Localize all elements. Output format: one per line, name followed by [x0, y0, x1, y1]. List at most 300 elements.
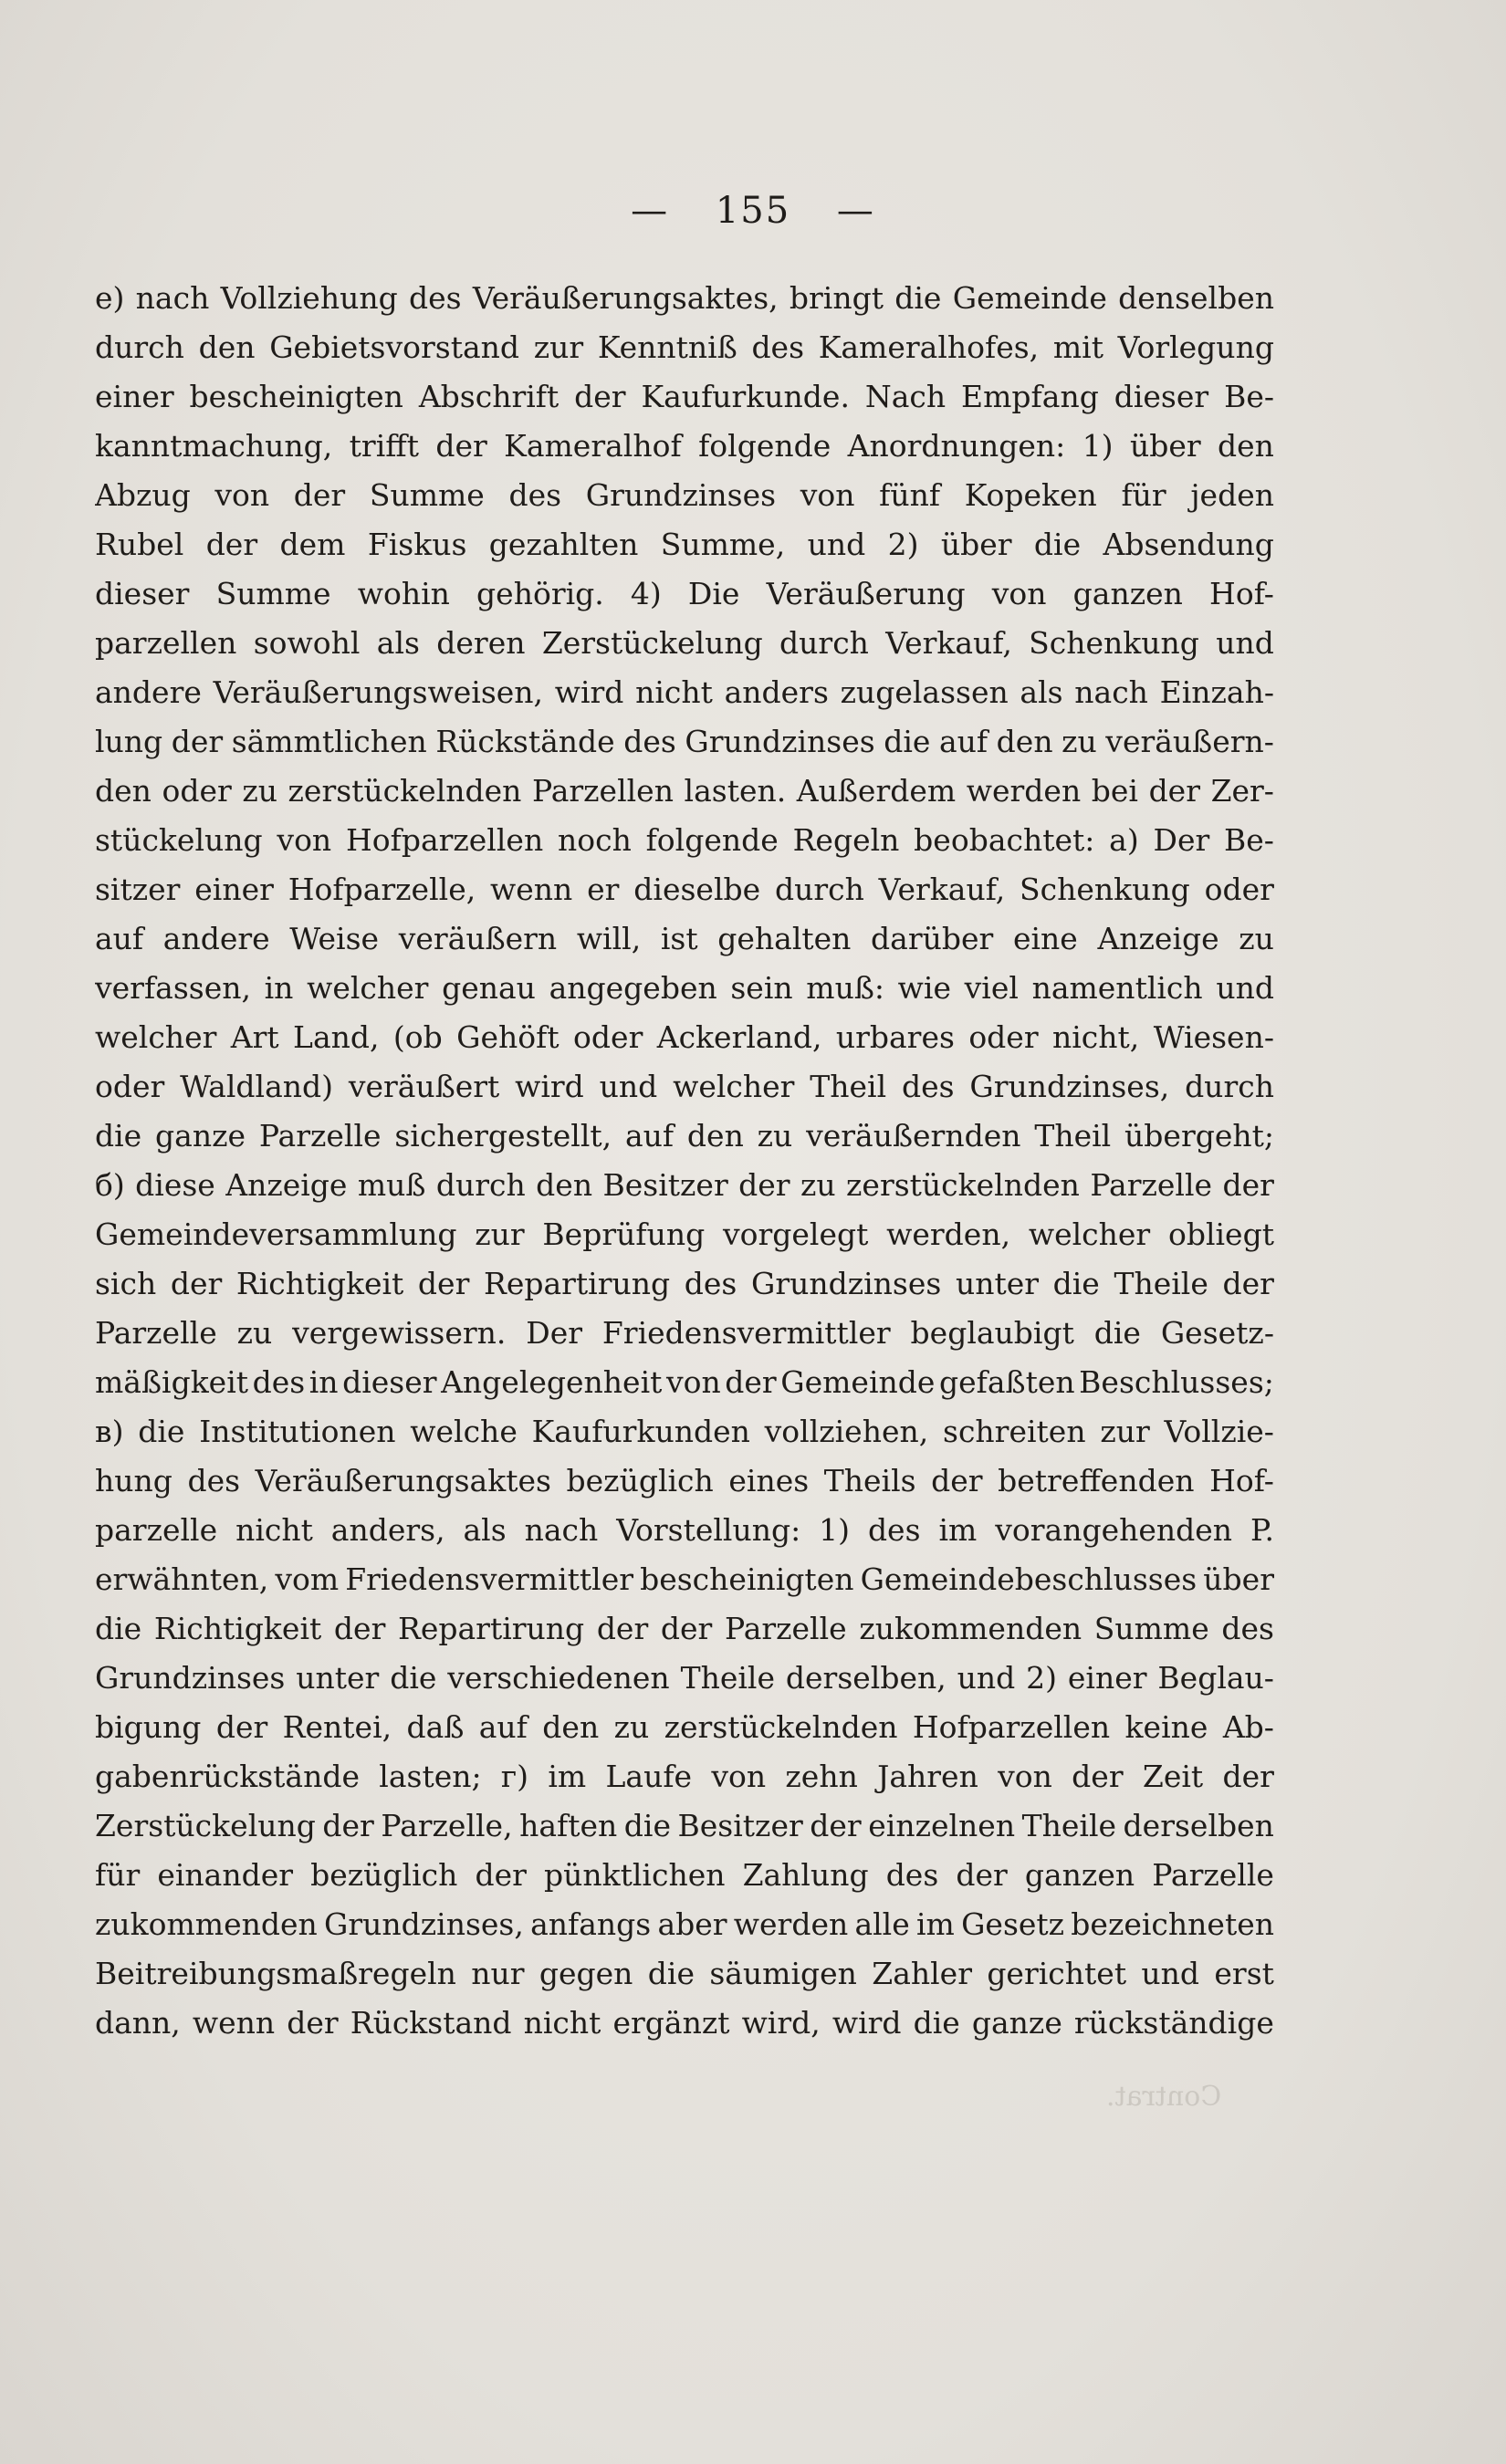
word: eine: [1012, 921, 1078, 956]
word: oder: [95, 1069, 165, 1104]
word: zerstückelnden: [846, 1167, 1080, 1203]
word: haften: [519, 1808, 618, 1843]
word: zu: [242, 773, 277, 809]
word: Laufe: [605, 1759, 693, 1794]
word: Rentei,: [282, 1709, 392, 1745]
word: der: [810, 1808, 862, 1843]
word: dem: [279, 527, 346, 562]
word: wird: [515, 1069, 584, 1104]
word: folgende: [698, 428, 831, 464]
word: bei: [1091, 773, 1138, 809]
word: als: [376, 625, 420, 661]
word: 2): [1026, 1660, 1058, 1696]
header-dash-left: —: [631, 190, 670, 232]
word: mäßigkeit: [95, 1364, 249, 1400]
word: Grundzinses: [585, 477, 777, 513]
word: Zahler: [872, 1956, 972, 1991]
word: einer: [1067, 1660, 1147, 1696]
word: und: [599, 1069, 658, 1104]
word: Grundzinses,: [324, 1906, 524, 1942]
word: vorgelegt: [722, 1216, 869, 1252]
word: anders: [724, 674, 829, 710]
word: Kameralhof: [504, 428, 682, 464]
word: Institutionen: [199, 1414, 396, 1449]
word: der: [1222, 1266, 1274, 1301]
word: einer: [95, 379, 174, 414]
word: Fiskus: [367, 527, 467, 562]
word: zehn: [785, 1759, 858, 1794]
word: bezüglich: [310, 1857, 458, 1893]
word: gabenrückstände: [95, 1759, 360, 1794]
word: wenn: [490, 872, 573, 907]
word: hung: [95, 1463, 173, 1498]
text-line: [95, 865, 1274, 914]
word: gerichtet: [987, 1956, 1127, 1991]
body-text: [95, 274, 1274, 2048]
word: г): [500, 1759, 529, 1794]
word: erst: [1214, 1956, 1274, 1991]
word: des: [867, 1512, 921, 1548]
word: dieser: [95, 576, 190, 611]
word: noch: [557, 822, 632, 858]
word: Hof-: [1209, 576, 1274, 611]
word: und: [1216, 625, 1274, 661]
word: б): [95, 1167, 125, 1203]
word: Wiesen-: [1153, 1019, 1274, 1055]
word: den: [198, 329, 256, 365]
word: Veräußerungsaktes: [255, 1463, 551, 1498]
word: Einzah-: [1159, 674, 1274, 710]
word: sowohl: [253, 625, 361, 661]
word: Theile: [680, 1660, 776, 1696]
word: beglaubigt: [910, 1315, 1074, 1351]
word: zu: [1062, 724, 1097, 759]
word: Hofparzellen: [912, 1709, 1111, 1745]
word: 1): [1082, 428, 1114, 464]
word: Summe: [215, 576, 331, 611]
word: nach: [135, 280, 210, 316]
text-line: [95, 1506, 1274, 1555]
text-line: [95, 1456, 1274, 1506]
word: e): [95, 280, 125, 316]
word: der: [215, 1709, 268, 1745]
word: sein: [730, 970, 793, 1006]
word: den: [95, 773, 152, 809]
word: die: [95, 1118, 142, 1154]
word: des: [684, 1266, 737, 1301]
word: die: [913, 2005, 960, 2041]
text-line: [95, 619, 1274, 668]
text-line: [95, 1013, 1274, 1062]
word: jeden: [1190, 477, 1274, 513]
word: keine: [1124, 1709, 1208, 1745]
word: bescheinigten: [189, 379, 403, 414]
word: angegeben: [549, 970, 717, 1006]
word: bezeichneten: [1071, 1906, 1274, 1942]
word: welcher: [673, 1069, 795, 1104]
word: will,: [576, 921, 642, 956]
text-line: [95, 569, 1274, 619]
word: vollziehen,: [764, 1414, 929, 1449]
word: Gemeindeversammlung: [95, 1216, 457, 1252]
word: durch: [95, 329, 184, 365]
word: des: [508, 477, 562, 513]
word: verschiedenen: [447, 1660, 670, 1696]
word: Vollzie-: [1164, 1414, 1274, 1449]
word: Hofparzelle,: [288, 872, 476, 907]
word: der: [574, 379, 626, 414]
word: der: [1222, 1167, 1274, 1203]
word: als: [463, 1512, 507, 1548]
word: der: [660, 1611, 713, 1646]
word: von: [277, 822, 332, 858]
word: ganzen: [1072, 576, 1183, 611]
word: zu: [236, 1315, 273, 1351]
word: Zahlung: [742, 1857, 869, 1893]
page-number: 155: [715, 190, 791, 232]
word: Absendung: [1103, 527, 1274, 562]
word: der: [475, 1857, 527, 1893]
text-line: [95, 471, 1274, 520]
word: bescheinigten: [640, 1561, 854, 1597]
word: Besitzer: [602, 1167, 728, 1203]
word: Weise: [289, 921, 380, 956]
word: 1): [819, 1512, 851, 1548]
word: Richtigkeit: [153, 1611, 322, 1646]
word: Vollziehung: [220, 280, 398, 316]
word: Rückstand: [350, 2005, 512, 2041]
text-line: [95, 1309, 1274, 1358]
word: Theile: [1021, 1808, 1117, 1843]
word: Friedensvermittler: [345, 1561, 634, 1597]
word: oder: [573, 1019, 643, 1055]
word: sichergestellt,: [394, 1118, 612, 1154]
word: einzelnen: [868, 1808, 1016, 1843]
text-line: [95, 1654, 1274, 1703]
bleed-through-text: Contrat.: [1106, 2081, 1222, 2113]
word: veräußert: [348, 1069, 500, 1104]
word: parzelle: [95, 1512, 218, 1548]
word: welcher: [307, 970, 429, 1006]
word: durch: [1185, 1069, 1274, 1104]
word: des: [751, 329, 805, 365]
word: des: [901, 1069, 955, 1104]
text-line: [95, 1851, 1274, 1900]
text-line: [95, 1801, 1274, 1851]
word: Besitzer: [677, 1808, 803, 1843]
word: Gebietsvorstand: [269, 329, 520, 365]
word: durch: [435, 1167, 526, 1203]
word: die: [390, 1660, 437, 1696]
word: nicht: [235, 1512, 313, 1548]
word: bezüglich: [566, 1463, 714, 1498]
word: wie: [897, 970, 951, 1006]
word: vergewissern.: [292, 1315, 507, 1351]
word: Veräußerung: [766, 576, 966, 611]
word: der: [596, 1611, 649, 1646]
word: Anzeige: [225, 1167, 348, 1203]
word: die: [1093, 1315, 1141, 1351]
text-line: [95, 1407, 1274, 1456]
word: Kaufurkunde.: [641, 379, 850, 414]
word: urbares: [835, 1019, 955, 1055]
text-line: [95, 372, 1274, 422]
word: wohin: [357, 576, 450, 611]
word: zur: [475, 1216, 525, 1252]
word: die: [1033, 527, 1082, 562]
word: Repartirung: [398, 1611, 585, 1646]
word: Grundzinses: [750, 1266, 942, 1301]
word: Kenntniß: [597, 329, 737, 365]
word: der: [956, 1857, 1008, 1893]
word: Parzelle: [724, 1611, 847, 1646]
word: dieser: [342, 1364, 437, 1400]
word: der: [170, 1266, 223, 1301]
word: a): [1109, 822, 1139, 858]
word: folgende: [645, 822, 779, 858]
word: durch: [779, 625, 869, 661]
word: trifft: [349, 428, 419, 464]
word: von: [711, 1759, 767, 1794]
word: auf: [95, 921, 144, 956]
word: über: [1129, 428, 1201, 464]
word: als: [1020, 674, 1063, 710]
word: Anordnungen:: [847, 428, 1066, 464]
word: die: [884, 724, 931, 759]
word: Abzug: [95, 477, 191, 513]
word: der: [931, 1463, 983, 1498]
word: bringt: [789, 280, 884, 316]
word: werden: [733, 1906, 849, 1942]
header-dash-right: —: [836, 190, 875, 232]
word: der: [287, 2005, 339, 2041]
word: Beitreibungsmaßregeln: [95, 1956, 456, 1991]
word: Parzelle,: [381, 1808, 513, 1843]
word: zur: [1100, 1414, 1150, 1449]
word: die: [138, 1414, 185, 1449]
word: oder: [1204, 872, 1274, 907]
word: sitzer: [95, 872, 181, 907]
word: der: [435, 428, 487, 464]
word: den: [686, 1118, 744, 1154]
word: er: [587, 872, 620, 907]
word: ganzen: [1024, 1857, 1135, 1893]
word: nicht: [523, 2005, 601, 2041]
word: schreiten: [943, 1414, 1086, 1449]
word: im: [938, 1512, 978, 1548]
word: wird,: [741, 2005, 821, 2041]
word: vom: [275, 1561, 340, 1597]
word: über: [1203, 1561, 1274, 1597]
word: auf: [938, 724, 988, 759]
word: zu: [800, 1167, 836, 1203]
word: der: [1222, 1759, 1274, 1794]
word: Nach: [864, 379, 946, 414]
text-line: [95, 520, 1274, 569]
word: die: [1052, 1266, 1100, 1301]
word: Gehöft: [456, 1019, 560, 1055]
word: einer: [194, 872, 274, 907]
word: säumigen: [709, 1956, 857, 1991]
word: über: [940, 527, 1012, 562]
text-line: [95, 1949, 1274, 1999]
word: anfangs: [530, 1906, 652, 1942]
word: (ob: [392, 1019, 443, 1055]
word: parzellen: [95, 625, 237, 661]
word: ganze: [155, 1118, 246, 1154]
word: nicht: [635, 674, 713, 710]
word: Zeit: [1142, 1759, 1204, 1794]
word: vorangehenden: [995, 1512, 1233, 1548]
word: Friedensvermittler: [601, 1315, 891, 1351]
word: Vorlegung: [1117, 329, 1274, 365]
word: betreffenden: [998, 1463, 1195, 1498]
word: ergänzt: [612, 2005, 730, 2041]
word: zugelassen: [840, 674, 1009, 710]
word: Der: [1153, 822, 1210, 858]
word: in: [264, 970, 294, 1006]
word: wird: [554, 674, 624, 710]
word: der: [1148, 773, 1200, 809]
word: dieselbe: [633, 872, 761, 907]
word: derselben: [1123, 1808, 1274, 1843]
word: werden,: [886, 1216, 1011, 1252]
text-line: [95, 1900, 1274, 1949]
word: gefaßten: [938, 1364, 1075, 1400]
word: Kameralhofes,: [818, 329, 1040, 365]
word: nicht,: [1052, 1019, 1140, 1055]
word: Richtigkeit: [235, 1266, 404, 1301]
text-line: [95, 422, 1274, 471]
word: anders,: [330, 1512, 445, 1548]
word: für: [95, 1857, 141, 1893]
text-line: [95, 1259, 1274, 1309]
word: andere: [95, 674, 202, 710]
word: zukommenden: [95, 1906, 318, 1942]
word: pünktlichen: [543, 1857, 726, 1893]
word: fünf: [879, 477, 941, 513]
word: Parzelle: [95, 1315, 217, 1351]
word: Regeln: [792, 822, 900, 858]
word: der: [293, 477, 346, 513]
word: veräußern-: [1105, 724, 1274, 759]
word: Beprüfung: [542, 1216, 706, 1252]
word: der: [333, 1611, 386, 1646]
word: die: [95, 1611, 142, 1646]
word: alle: [854, 1906, 910, 1942]
word: mit: [1052, 329, 1103, 365]
word: durch: [774, 872, 864, 907]
word: Anzeige: [1097, 921, 1219, 956]
word: und: [807, 527, 866, 562]
word: genau: [442, 970, 536, 1006]
word: Theile: [1114, 1266, 1208, 1301]
word: Ab-: [1222, 1709, 1274, 1745]
word: lasten.: [684, 773, 787, 809]
word: werden: [966, 773, 1082, 809]
word: auf: [478, 1709, 528, 1745]
text-line: [95, 816, 1274, 865]
word: ganze: [971, 2005, 1062, 2041]
text-line: [95, 1358, 1274, 1407]
word: welcher: [95, 1019, 217, 1055]
word: lung: [95, 724, 163, 759]
word: der: [171, 724, 224, 759]
word: Vorstellung:: [616, 1512, 801, 1548]
word: veräußern: [398, 921, 558, 956]
word: von: [800, 477, 855, 513]
word: Waldland): [180, 1069, 333, 1104]
word: Außerdem: [796, 773, 957, 809]
word: der: [417, 1266, 470, 1301]
word: die: [623, 1808, 672, 1843]
word: des: [1221, 1611, 1274, 1646]
word: Kaufurkunden: [531, 1414, 750, 1449]
word: nach: [1074, 674, 1148, 710]
word: und: [957, 1660, 1016, 1696]
word: daß: [406, 1709, 465, 1745]
word: den: [996, 724, 1053, 759]
text-line: [95, 1703, 1274, 1752]
text-line: [95, 1752, 1274, 1801]
word: des: [885, 1857, 939, 1893]
word: Gemeinde: [780, 1364, 936, 1400]
word: diese: [135, 1167, 215, 1203]
word: von: [214, 477, 270, 513]
word: des: [408, 280, 462, 316]
word: Summe: [1093, 1611, 1209, 1646]
word: Gemeindebeschlusses: [860, 1561, 1197, 1597]
text-line: [95, 964, 1274, 1013]
word: wenn: [192, 2005, 276, 2041]
word: oder: [968, 1019, 1039, 1055]
word: 2): [887, 527, 919, 562]
word: Verkauf,: [878, 872, 1006, 907]
word: Gesetz: [961, 1906, 1065, 1942]
word: deren: [436, 625, 526, 661]
word: welcher: [1028, 1216, 1151, 1252]
word: dieser: [1114, 379, 1209, 414]
text-line: [95, 323, 1274, 372]
word: Veräußerungsweisen,: [213, 674, 544, 710]
word: den: [542, 1709, 600, 1745]
word: Rückstände: [435, 724, 615, 759]
word: Angelegenheit: [441, 1364, 663, 1400]
word: Verkauf,: [885, 625, 1012, 661]
word: wird: [831, 2005, 902, 2041]
text-line: [95, 274, 1274, 323]
word: eines: [728, 1463, 810, 1498]
word: zerstückelnden: [664, 1709, 898, 1745]
word: einander: [157, 1857, 294, 1893]
word: gegen: [539, 1956, 633, 1991]
word: sich: [95, 1266, 157, 1301]
word: Rubel: [95, 527, 184, 562]
word: und: [1216, 970, 1274, 1006]
word: aber: [657, 1906, 727, 1942]
word: gehörig.: [476, 576, 604, 611]
word: Parzellen: [531, 773, 674, 809]
text-line: [95, 1604, 1274, 1654]
word: 4): [630, 576, 662, 611]
word: Theil: [1034, 1118, 1112, 1154]
text-line: [95, 668, 1274, 717]
word: viel: [964, 970, 1019, 1006]
word: darüber: [871, 921, 994, 956]
page-header: [0, 190, 1506, 232]
word: Ackerland,: [656, 1019, 822, 1055]
word: Zerstückelung: [95, 1808, 316, 1843]
